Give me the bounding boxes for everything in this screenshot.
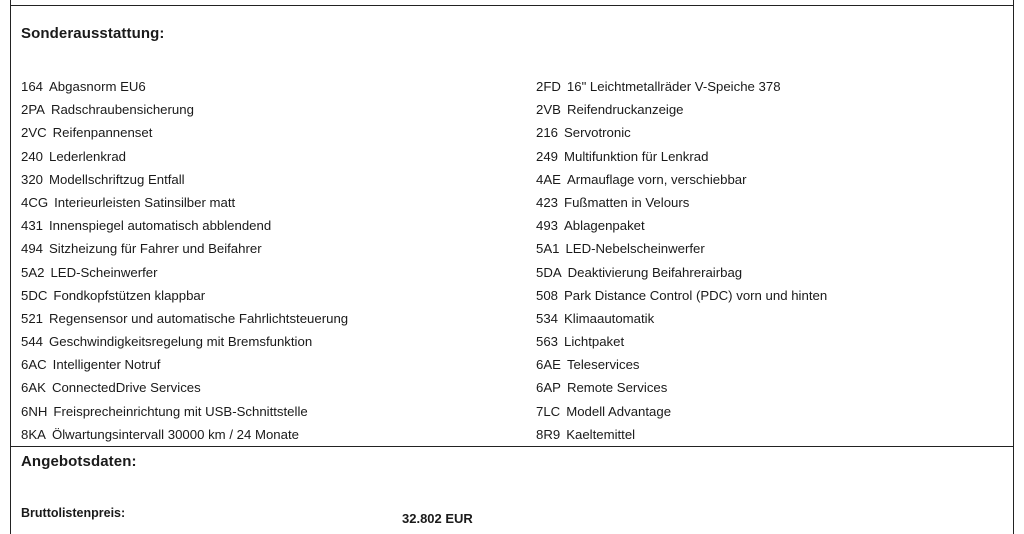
equipment-item — [21, 240, 348, 263]
equipment-code: 6AE — [536, 357, 561, 373]
equipment-item — [21, 426, 348, 449]
equipment-item — [536, 240, 827, 263]
equipment-item — [536, 333, 827, 356]
equipment-item — [21, 78, 348, 101]
equipment-label: Klimaautomatik — [564, 310, 655, 326]
equipment-label: Ablagenpaket — [564, 218, 645, 234]
equipment-label: Teleservices — [566, 357, 640, 373]
equipment-code: 4AE — [536, 171, 561, 187]
equipment-code: 534 — [536, 310, 559, 326]
equipment-label: Innenspiegel automatisch abblendend — [49, 218, 272, 234]
equipment-item — [21, 101, 348, 124]
equipment-label: Regensensor und automatische Fahrlichtsteuerung — [49, 310, 349, 326]
equipment-item — [536, 78, 827, 101]
equipment-code: 2PA — [21, 102, 45, 118]
equipment-item — [536, 287, 827, 310]
equipment-item — [536, 379, 827, 402]
equipment-code: 431 — [21, 218, 44, 234]
equipment-label: Reifenpannenset — [52, 125, 153, 141]
equipment-item — [21, 171, 348, 194]
equipment-label: 16" Leichtmetallräder V-Speiche 378 — [566, 79, 781, 94]
equipment-list-right — [536, 78, 827, 449]
equipment-code: 5DA — [536, 264, 562, 280]
equipment-label: Abgasnorm EU6 — [49, 79, 146, 94]
equipment-code: 5A2 — [21, 264, 45, 280]
equipment-label: Ölwartungsintervall 30000 km / 24 Monate — [51, 426, 299, 442]
price-value: 32.802 EUR — [402, 511, 473, 526]
divider-top — [10, 5, 1014, 6]
equipment-code: 5DC — [21, 287, 48, 303]
equipment-code: 6AC — [21, 357, 47, 373]
equipment-label: LED-Scheinwerfer — [50, 264, 158, 280]
equipment-label: Servotronic — [564, 125, 631, 141]
equipment-item — [536, 217, 827, 240]
equipment-label: Intelligenter Notruf — [52, 357, 161, 373]
price-label: Bruttolistenpreis: — [21, 506, 126, 520]
equipment-label: Kaeltemittel — [566, 426, 636, 442]
equipment-code: 4CG — [21, 194, 49, 210]
equipment-item — [536, 310, 827, 333]
equipment-item — [536, 124, 827, 147]
equipment-label: ConnectedDrive Services — [51, 380, 201, 396]
equipment-item — [21, 217, 348, 240]
equipment-label: Deaktivierung Beifahrerairbag — [567, 264, 743, 280]
equipment-list-left — [21, 78, 348, 449]
equipment-label: Fondkopfstützen klappbar — [53, 287, 206, 303]
equipment-code: 2FD — [536, 79, 561, 94]
equipment-label: Fußmatten in Velours — [564, 194, 690, 210]
equipment-item — [21, 333, 348, 356]
equipment-code: 521 — [21, 310, 44, 326]
equipment-label: Lichtpaket — [564, 334, 625, 350]
equipment-item — [536, 101, 827, 124]
equipment-item — [536, 194, 827, 217]
equipment-code: 6AK — [21, 380, 46, 396]
equipment-code: 2VB — [536, 102, 561, 118]
section-title-sonderausstattung: Sonderausstattung: — [21, 25, 165, 42]
equipment-item — [21, 403, 348, 426]
equipment-item — [21, 356, 348, 379]
equipment-item — [536, 356, 827, 379]
equipment-item — [21, 379, 348, 402]
equipment-code: 6NH — [21, 403, 48, 419]
equipment-code: 164 — [21, 79, 44, 94]
section-title-angebotsdaten: Angebotsdaten: — [21, 453, 137, 470]
equipment-code: 493 — [536, 218, 559, 234]
equipment-label: LED-Nebelscheinwerfer — [565, 241, 705, 257]
equipment-label: Lederlenkrad — [49, 148, 126, 164]
equipment-label: Armauflage vorn, verschiebbar — [566, 171, 747, 187]
equipment-item — [21, 310, 348, 333]
equipment-code: 216 — [536, 125, 559, 141]
equipment-code: 7LC — [536, 403, 561, 419]
equipment-code: 8KA — [21, 426, 46, 442]
equipment-code: 423 — [536, 194, 559, 210]
equipment-label: Modell Advantage — [566, 403, 672, 419]
equipment-label: Radschraubensicherung — [50, 102, 194, 118]
equipment-item — [536, 171, 827, 194]
equipment-item — [536, 148, 827, 171]
equipment-item — [21, 194, 348, 217]
equipment-code: 249 — [536, 148, 559, 164]
equipment-code: 563 — [536, 334, 559, 350]
equipment-item — [21, 124, 348, 147]
equipment-label: Park Distance Control (PDC) vorn und hinten — [564, 287, 828, 303]
equipment-label: Remote Services — [566, 380, 668, 396]
equipment-item — [536, 426, 827, 449]
equipment-label: Reifendruckanzeige — [566, 102, 684, 118]
equipment-label: Modellschriftzug Entfall — [49, 171, 185, 187]
equipment-label: Interieurleisten Satinsilber matt — [54, 194, 236, 210]
equipment-code: 240 — [21, 148, 44, 164]
equipment-label: Sitzheizung für Fahrer und Beifahrer — [49, 241, 262, 257]
equipment-code: 544 — [21, 334, 44, 350]
equipment-code: 320 — [21, 171, 44, 187]
equipment-item — [21, 287, 348, 310]
equipment-item — [21, 264, 348, 287]
equipment-item — [536, 264, 827, 287]
equipment-code: 8R9 — [536, 426, 561, 442]
equipment-label: Multifunktion für Lenkrad — [564, 148, 709, 164]
equipment-code: 2VC — [21, 125, 47, 141]
equipment-item — [536, 403, 827, 426]
equipment-label: Geschwindigkeitsregelung mit Bremsfunktion — [49, 334, 313, 350]
equipment-code: 494 — [21, 241, 44, 257]
equipment-code: 5A1 — [536, 241, 560, 257]
equipment-label: Freisprecheinrichtung mit USB-Schnittstelle — [53, 403, 308, 419]
equipment-code: 6AP — [536, 380, 561, 396]
equipment-code: 508 — [536, 287, 559, 303]
equipment-item — [21, 148, 348, 171]
